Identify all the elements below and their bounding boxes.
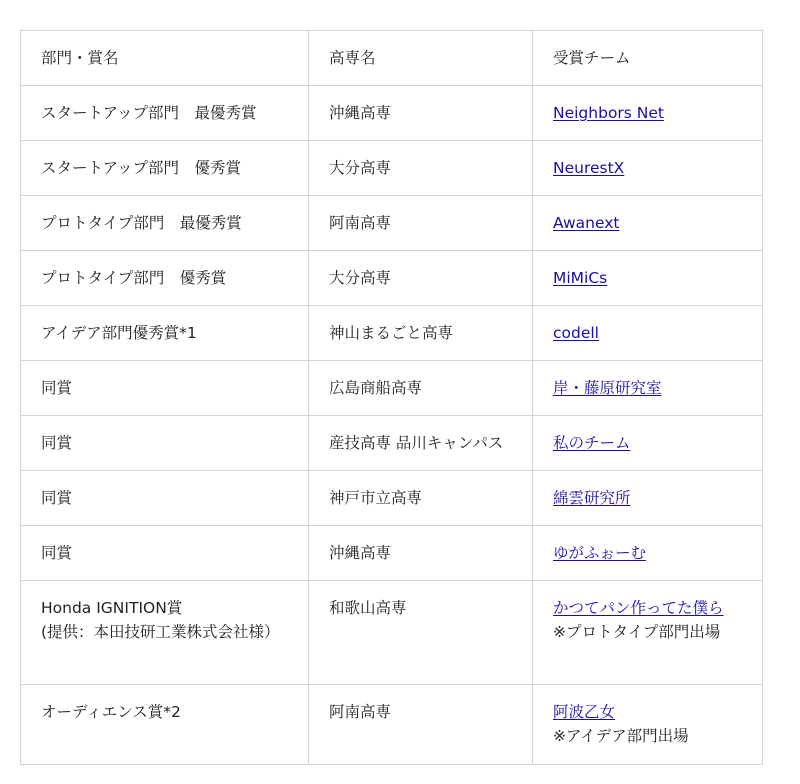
table-row: [21, 581, 763, 685]
award-name: Honda IGNITION賞: [41, 599, 183, 617]
table-row: [21, 416, 763, 471]
school-cell: 和歌山高専: [309, 581, 533, 685]
team-link[interactable]: 綿雲研究所: [553, 489, 631, 507]
award-cell: 同賞: [21, 471, 309, 526]
award-cell: [21, 581, 309, 685]
team-cell: [533, 581, 763, 685]
table-row: [21, 306, 763, 361]
award-table: [20, 30, 763, 765]
header-school: 高専名: [309, 31, 533, 86]
team-cell: [533, 685, 763, 765]
team-link[interactable]: 私のチーム: [553, 434, 631, 452]
team-cell: [533, 526, 763, 581]
team-cell: [533, 86, 763, 141]
team-note: ※アイデア部門出場: [553, 727, 689, 745]
award-cell: オーディエンス賞*2: [21, 685, 309, 765]
table-row: [21, 196, 763, 251]
team-link[interactable]: 岸・藤原研究室: [553, 379, 662, 397]
team-link[interactable]: 阿波乙女: [553, 703, 616, 721]
team-link[interactable]: NeurestX: [553, 159, 625, 177]
team-link[interactable]: MiMiCs: [553, 269, 608, 287]
team-cell: [533, 196, 763, 251]
team-link[interactable]: Neighbors Net: [553, 104, 665, 122]
table-header-row: [21, 31, 763, 86]
team-cell: [533, 141, 763, 196]
school-cell: 広島商船高専: [309, 361, 533, 416]
award-cell: プロトタイプ部門 最優秀賞: [21, 196, 309, 251]
table-row: [21, 526, 763, 581]
table-row: [21, 251, 763, 306]
award-cell: 同賞: [21, 361, 309, 416]
team-cell: [533, 416, 763, 471]
table-row: [21, 471, 763, 526]
team-cell: [533, 306, 763, 361]
award-sponsor: (提供：本田技研工業株式会社様）: [41, 623, 280, 641]
school-cell: 沖縄高専: [309, 526, 533, 581]
school-cell: 阿南高専: [309, 196, 533, 251]
table-row: [21, 685, 763, 765]
award-cell: スタートアップ部門 優秀賞: [21, 141, 309, 196]
team-cell: [533, 251, 763, 306]
award-cell: アイデア部門優秀賞*1: [21, 306, 309, 361]
team-link[interactable]: Awanext: [553, 214, 620, 232]
school-cell: 阿南高専: [309, 685, 533, 765]
school-cell: 神山まるごと高専: [309, 306, 533, 361]
school-cell: 大分高専: [309, 251, 533, 306]
team-link[interactable]: ゆがふぉーむ: [553, 544, 647, 562]
header-team: 受賞チーム: [533, 31, 763, 86]
table-row: [21, 361, 763, 416]
school-cell: 沖縄高専: [309, 86, 533, 141]
school-cell: 産技高専 品川キャンパス: [309, 416, 533, 471]
table-row: [21, 86, 763, 141]
award-cell: 同賞: [21, 526, 309, 581]
team-link[interactable]: かつてパン作ってた僕ら: [553, 599, 724, 617]
school-cell: 神戸市立高専: [309, 471, 533, 526]
table-row: [21, 141, 763, 196]
award-cell: プロトタイプ部門 優秀賞: [21, 251, 309, 306]
team-cell: [533, 361, 763, 416]
award-cell: スタートアップ部門 最優秀賞: [21, 86, 309, 141]
award-table-container: [20, 30, 762, 765]
team-link[interactable]: codell: [553, 324, 599, 342]
team-note: ※プロトタイプ部門出場: [553, 623, 721, 641]
team-cell: [533, 471, 763, 526]
header-award: 部門・賞名: [21, 31, 309, 86]
school-cell: 大分高専: [309, 141, 533, 196]
award-cell: 同賞: [21, 416, 309, 471]
